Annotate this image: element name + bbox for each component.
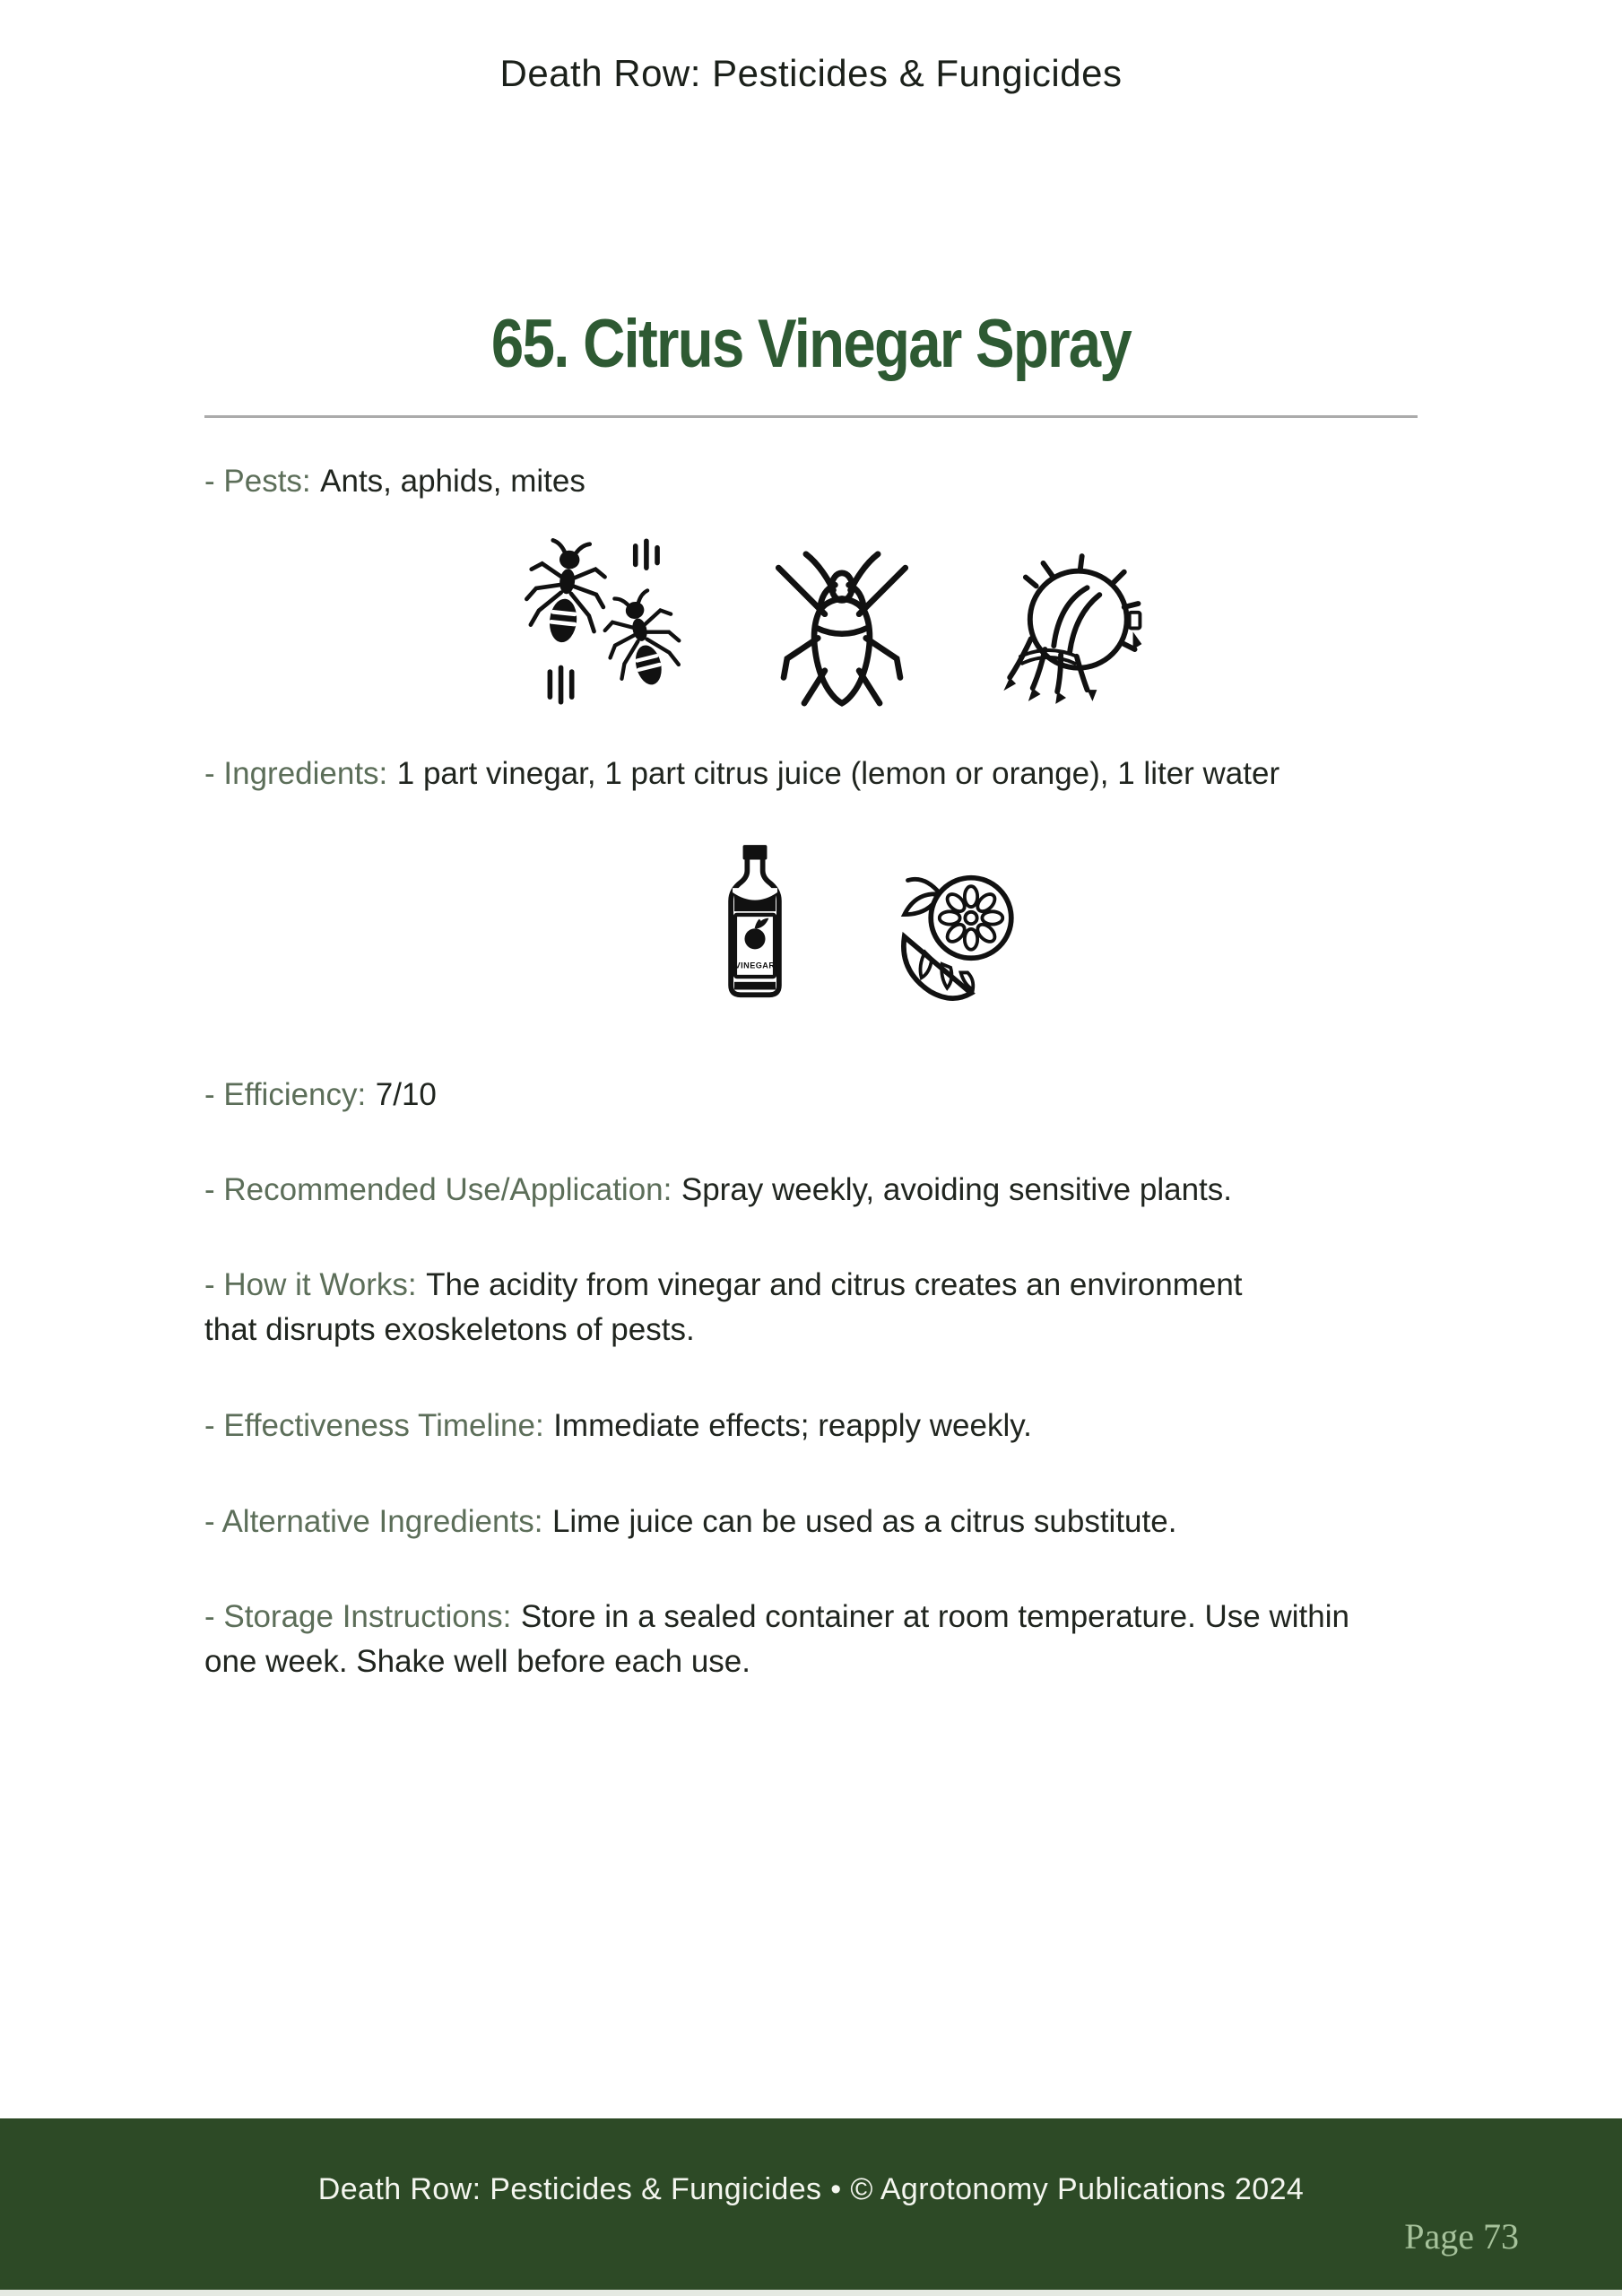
section-effectiveness-timeline [204, 1404, 1418, 1448]
section-label: - Ingredients: [204, 756, 388, 791]
section-text: Ants, aphids, mites [320, 464, 585, 499]
section-label: - Recommended Use/Application: [204, 1172, 672, 1207]
section-text: Lime juice can be used as a citrus substitute. [551, 1504, 1177, 1539]
footer-text: Death Row: Pesticides & Fungicides • © Agrotonomy Publications 2024 [317, 2172, 1305, 2206]
section-efficiency [204, 1073, 1418, 1118]
ants-icon [516, 537, 709, 718]
section-text: Store in a sealed container at room temperature. Use within one week. Shake well before each use. [204, 1599, 1349, 1679]
section-text: The acidity from vinegar and citrus creates an environment that disrupts exoskeletons of pests. [204, 1267, 1243, 1347]
page-bottom-edge [0, 2290, 1622, 2296]
vinegar-label-text: VINEGAR [734, 961, 775, 970]
aphid-icon [765, 542, 919, 714]
section-ingredients [204, 752, 1406, 796]
ingredient-icons-row [262, 836, 1475, 1006]
title-divider [204, 415, 1418, 418]
section-text: 7/10 [375, 1077, 437, 1112]
section-recommended-use [204, 1168, 1418, 1213]
vinegar-bottle-icon [712, 842, 798, 1006]
pest-icons-row [231, 534, 1444, 722]
footer-band [0, 2118, 1622, 2290]
section-text: Spray weekly, avoiding sensitive plants. [681, 1172, 1232, 1207]
section-label: - Efficiency: [204, 1077, 367, 1112]
citrus-icon [880, 865, 1026, 1006]
section-storage-instructions [204, 1595, 1352, 1684]
section-pests [204, 459, 1418, 504]
recipe-title: 65. Citrus Vinegar Spray [490, 306, 1132, 382]
section-how-it-works [204, 1263, 1280, 1352]
section-alternative-ingredients [204, 1500, 1418, 1544]
page-number: Page 73 [1404, 2216, 1519, 2257]
mite-icon [975, 551, 1159, 705]
section-text: 1 part vinegar, 1 part citrus juice (lemon or orange), 1 liter water [396, 756, 1280, 791]
content-area [204, 0, 1418, 2296]
section-label: - Effectiveness Timeline: [204, 1408, 544, 1443]
section-label: - How it Works: [204, 1267, 417, 1302]
section-label: - Pests: [204, 464, 311, 499]
page-header-title: Death Row: Pesticides & Fungicides [499, 52, 1123, 94]
section-label: - Storage Instructions: [204, 1599, 512, 1634]
section-text: Immediate effects; reapply weekly. [553, 1408, 1032, 1443]
section-label: - Alternative Ingredients: [204, 1504, 543, 1539]
